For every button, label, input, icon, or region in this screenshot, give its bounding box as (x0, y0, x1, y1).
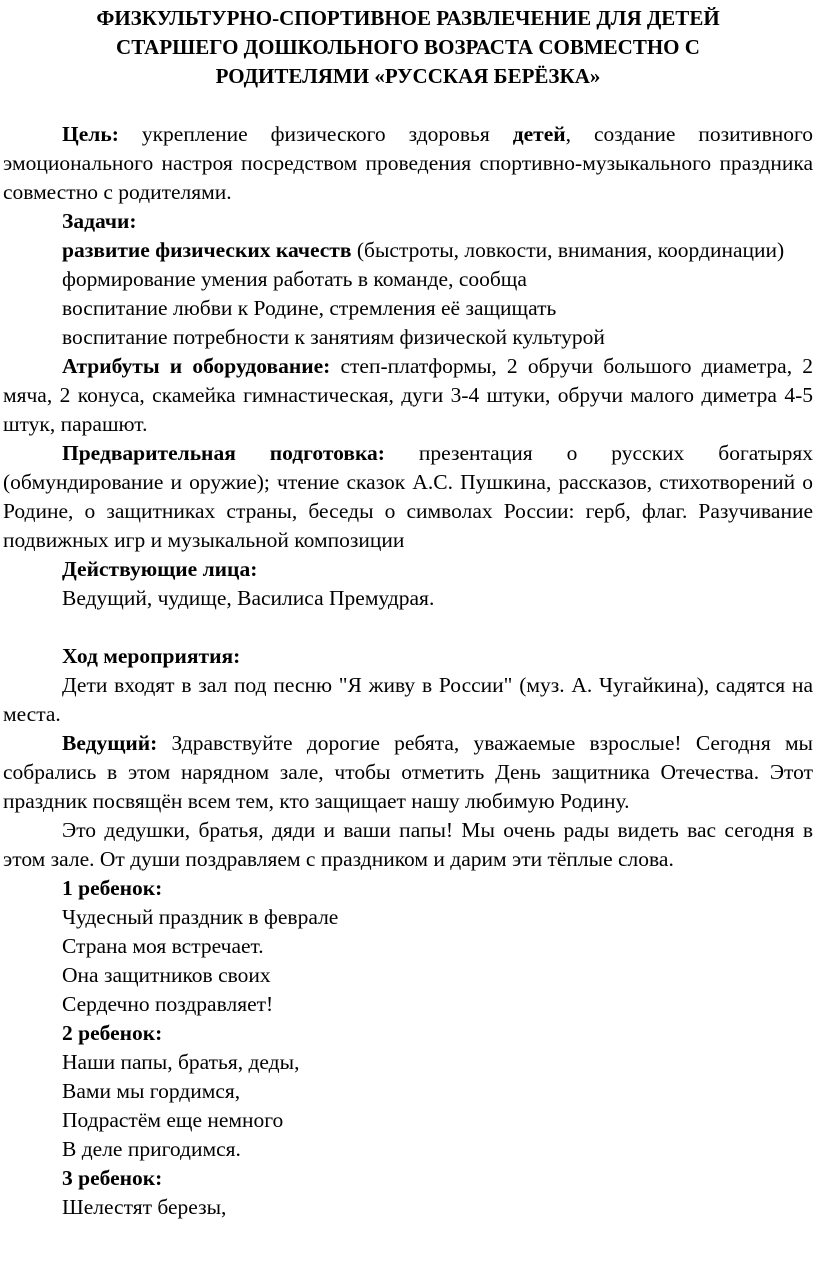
poem-line: Подрастём еще немного (62, 1108, 284, 1132)
preparation-paragraph (3, 439, 813, 555)
characters-label: Действующие лица: (62, 557, 258, 581)
course-heading (3, 642, 813, 671)
tasks-heading (3, 207, 813, 236)
host-paragraph-1 (3, 729, 813, 816)
title-line-3: РОДИТЕЛЯМИ «РУССКАЯ БЕРЁЗКА» (215, 64, 601, 88)
child-3-heading (3, 1164, 813, 1193)
child-1-label: 1 ребенок: (62, 876, 163, 900)
poem-line: Она защитников своих (62, 963, 271, 987)
goal-bold-word: детей (512, 122, 566, 146)
task-item-3: воспитание любви к Родине, стремления её защищать (62, 296, 557, 320)
goal-label: Цель: (62, 122, 119, 146)
poem-line: Чудесный праздник в феврале (62, 905, 339, 929)
poem-line: Страна моя встречает. (62, 934, 264, 958)
tasks-label: Задачи: (62, 209, 137, 233)
preparation-text: презентация о русских богатырях (обмундирование и оружие); чтение сказок А.С. Пушкина, рассказов, стихотворений о Родине, о защитниках страны, беседы о символах России: герб, флаг. Разучивание подвижных игр и музыкальной композиции (3, 441, 813, 552)
course-label: Ход мероприятия: (62, 644, 241, 668)
title-line-1: ФИЗКУЛЬТУРНО-СПОРТИВНОЕ РАЗВЛЕЧЕНИЕ ДЛЯ ДЕТЕЙ (96, 6, 720, 30)
goal-text-1: укрепление физического здоровья (118, 122, 513, 146)
child-2-label: 2 ребенок: (62, 1021, 163, 1045)
child-3-label: 3 ребенок: (62, 1166, 163, 1190)
task-item-1-text: (быстроты, ловкости, внимания, координации) (351, 238, 785, 262)
spacer (3, 613, 813, 642)
course-intro: Дети входят в зал под песню "Я живу в России" (муз. А. Чугайкина), садятся на места. (3, 673, 813, 726)
poem-line: Вами мы гордимся, (62, 1079, 241, 1103)
equipment-label: Атрибуты и оборудование: (62, 354, 331, 378)
goal-paragraph (3, 120, 813, 207)
poem-line: В деле пригодимся. (62, 1137, 241, 1161)
task-item-1-bold: развитие физических качеств (62, 238, 352, 262)
host-label: Ведущий: (62, 731, 158, 755)
equipment-paragraph (3, 352, 813, 439)
title-line-2: СТАРШЕГО ДОШКОЛЬНОГО ВОЗРАСТА СОВМЕСТНО С (116, 35, 700, 59)
child-2-heading (3, 1019, 813, 1048)
equipment-text: степ-платформы, 2 обручи большого диаметра, 2 мяча, 2 конуса, скамейка гимнастическая, дуги 3-4 штуки, обручи малого диметра 4-5 штук, парашют. (3, 354, 813, 436)
characters-heading (3, 555, 813, 584)
task-item-4: воспитание потребности к занятиям физической культурой (62, 325, 605, 349)
host-text: Здравствуйте дорогие ребята, уважаемые взрослые! Сегодня мы собрались в этом нарядном зале, чтобы отметить День защитника Отечества. Этот праздник посвящён всем тем, кто защищает нашу любимую Родину. (3, 731, 813, 813)
task-item-2: формирование умения работать в команде, сообща (62, 267, 527, 291)
preparation-label: Предварительная подготовка: (62, 441, 385, 465)
child-1-heading (3, 874, 813, 903)
poem-line: Наши папы, братья, деды, (62, 1050, 300, 1074)
document-title (3, 4, 813, 91)
poem-line: Шелестят березы, (62, 1195, 227, 1219)
task-item-1 (3, 236, 813, 265)
host-paragraph-2: Это дедушки, братья, дяди и ваши папы! Мы очень рады видеть вас сегодня в этом зале. От души поздравляем с праздником и дарим эти тёплые слова. (3, 818, 813, 871)
characters-list: Ведущий, чудище, Василиса Премудрая. (62, 586, 435, 610)
goal-text-2: , создание позитивного эмоционального настроя посредством проведения спортивно-музыкального праздника совместно с родителями. (3, 122, 814, 204)
poem-line: Сердечно поздравляет! (62, 992, 274, 1016)
